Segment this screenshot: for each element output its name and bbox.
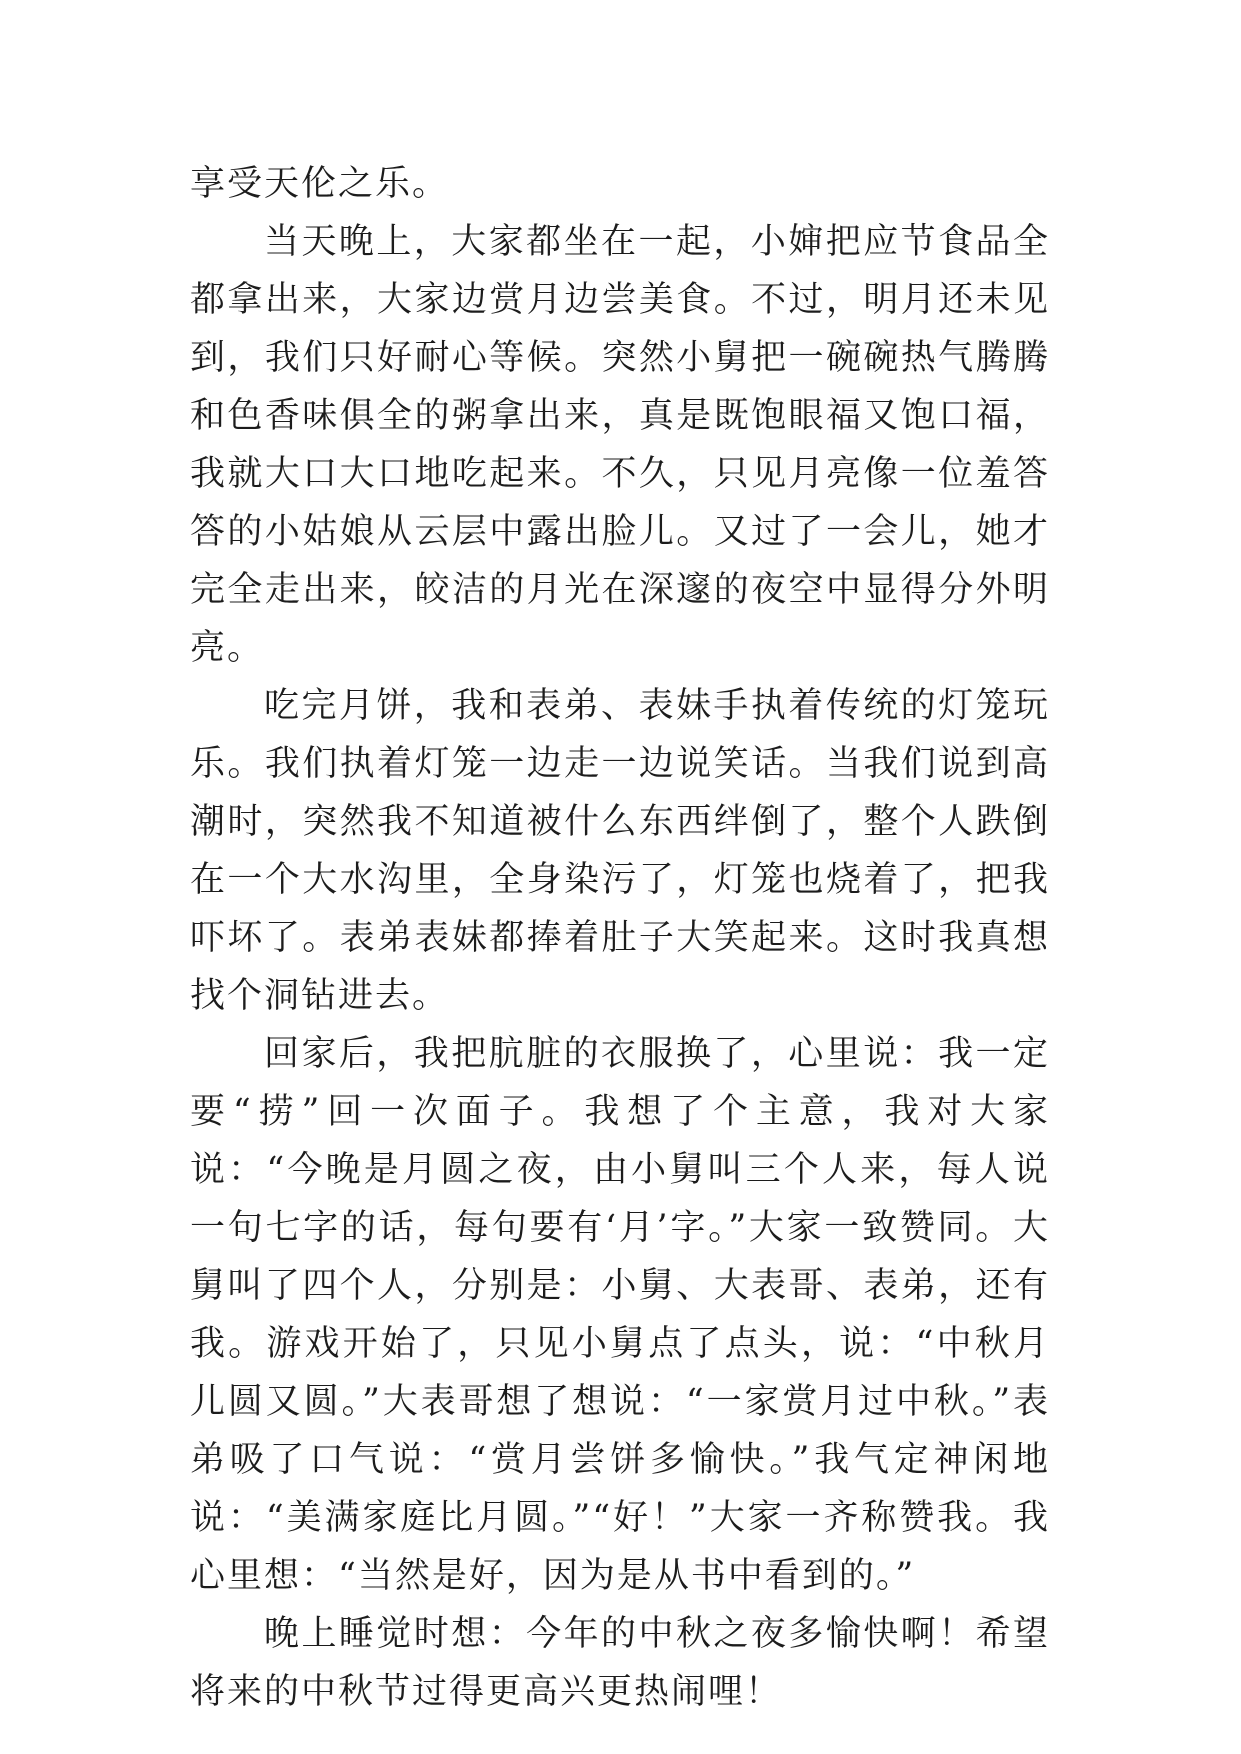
paragraph-lanterns: 吃完月饼，我和表弟、表妹手执着传统的灯笼玩乐。我们执着灯笼一边走一边说笑话。当我们说到高潮时，突然我不知道被什么东西绊倒了，整个人跌倒在一个大水沟里，全身染污了，灯笼也烧着了，把我吓坏了。表弟表妹都捧着肚子大笑起来。这时我真想找个洞钻进去。 (190, 686, 1050, 1016)
paragraph-poem-game: 回家后，我把肮脏的衣服换了，心里说：我一定要“捞”回一次面子。我想了个主意，我对大家说：“今晚是月圆之夜，由小舅叫三个人来，每人说一句七字的话，每句要有‘月’字。”大家一致赞同。大舅叫了四个人，分别是：小舅、大表哥、表弟，还有我。游戏开始了，只见小舅点了点头，说：“中秋月儿圆又圆。”大表哥想了想说：“一家赏月过中秋。”表弟吸了口气说：“赏月尝饼多愉快。”我气定神闲地说：“美满家庭比月圆。”“好！”大家一齐称赞我。我心里想：“当然是好，因为是从书中看到的。” (190, 1034, 1050, 1596)
paragraph-continuation: 享受天伦之乐。 (190, 164, 450, 204)
essay-body (190, 155, 1050, 1721)
paragraph-ending: 晚上睡觉时想：今年的中秋之夜多愉快啊！希望将来的中秋节过得更高兴更热闹哩！ (190, 1614, 1050, 1712)
paragraph-moon-viewing: 当天晚上，大家都坐在一起，小婶把应节食品全都拿出来，大家边赏月边尝美食。不过，明月还未见到，我们只好耐心等候。突然小舅把一碗碗热气腾腾和色香味俱全的粥拿出来，真是既饱眼福又饱口福，我就大口大口地吃起来。不久，只见月亮像一位羞答答的小姑娘从云层中露出脸儿。又过了一会儿，她才完全走出来，皎洁的月光在深邃的夜空中显得分外明亮。 (190, 222, 1050, 668)
